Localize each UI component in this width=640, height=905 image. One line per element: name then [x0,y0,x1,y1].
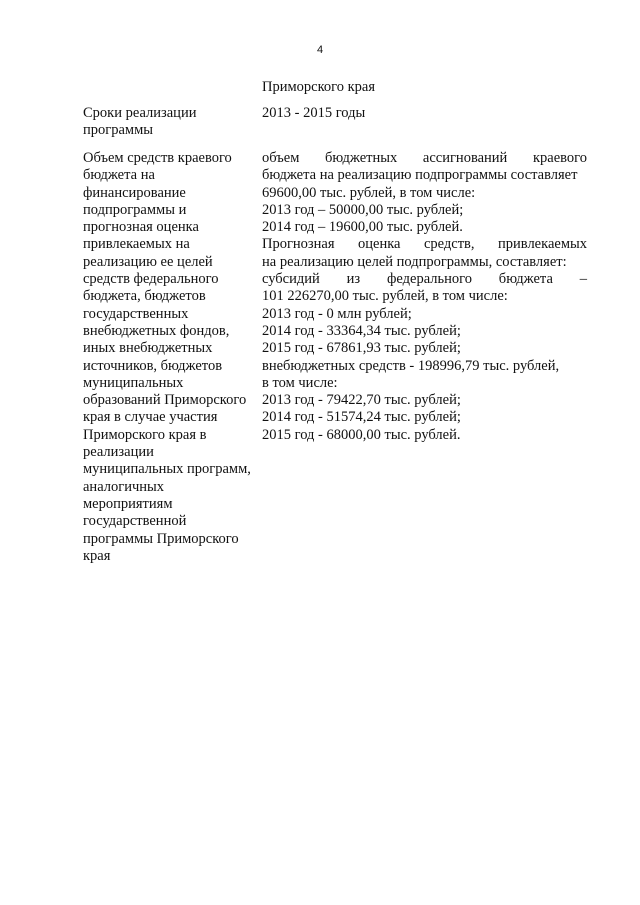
funding-value-line: на реализацию целей подпрограммы, составляет: [262,253,567,270]
funding-label-line: края [83,547,111,564]
funding-label-line: края в случае участия [83,409,218,426]
funding-label-line: средств федерального [83,271,219,288]
funding-value-line: 2015 год - 68000,00 тыс. рублей. [262,426,461,443]
timing-label-line: программы [83,122,153,139]
funding-label-line: Приморского края в [83,426,207,443]
funding-value-line: 2013 год – 50000,00 тыс. рублей; [262,201,464,218]
funding-label-line: внебюджетных фондов, [83,322,230,339]
timing-label-line: Сроки реализации [83,105,197,121]
funding-value-line: объем бюджетных ассигнований краевого [262,150,587,166]
timing-label [83,105,258,140]
funding-label-line: государственной [83,513,187,530]
funding-label-line: программы Приморского [83,530,239,547]
funding-label-line: реализации [83,444,154,461]
funding-label-line: иных внебюджетных [83,340,213,357]
funding-value-line: 69600,00 тыс. рублей, в том числе: [262,184,476,201]
funding-label-line: образований Приморского [83,392,247,409]
funding-label-line: муниципальных [83,374,184,391]
funding-value-line: 101 226270,00 тыс. рублей, в том числе: [262,288,508,305]
funding-label-line: привлекаемых на [83,236,190,253]
funding-value-line: Прогнозная оценка средств, привлекаемых [262,236,587,253]
funding-label-line: государственных [83,305,189,322]
timing-value-line: 2013 - 2015 годы [262,105,366,121]
funding-value-line: в том числе: [262,374,338,391]
header-line: Приморского края [262,79,376,95]
funding-label-line: муниципальных программ, [83,461,251,478]
funding-value-line: внебюджетных средств - 198996,79 тыс. рублей, [262,357,560,374]
funding-value-line: субсидий из федерального бюджета – [262,271,587,288]
funding-label-line: Объем средств краевого [83,150,232,166]
funding-value-line: 2014 год - 51574,24 тыс. рублей; [262,409,461,426]
funding-label-line: источников, бюджетов [83,357,223,374]
page-number: 4 [316,44,324,56]
funding-label-line: подпрограммы и [83,201,187,218]
funding-value [262,150,587,444]
funding-label-line: бюджета, бюджетов [83,288,206,305]
timing-value [262,105,587,122]
funding-label-line: бюджета на [83,167,155,184]
funding-value-line: бюджета на реализацию подпрограммы составляет [262,167,578,184]
funding-label [83,150,258,565]
funding-label-line: прогнозная оценка [83,219,199,236]
funding-label-line: мероприятиям [83,495,173,512]
funding-label-line: реализацию ее целей [83,253,213,270]
funding-value-line: 2013 год - 79422,70 тыс. рублей; [262,392,461,409]
funding-value-line: 2015 год - 67861,93 тыс. рублей; [262,340,461,357]
funding-value-line: 2014 год - 33364,34 тыс. рублей; [262,322,461,339]
funding-label-line: финансирование [83,184,186,201]
funding-value-line: 2014 год – 19600,00 тыс. рублей. [262,219,463,236]
funding-value-line: 2013 год - 0 млн рублей; [262,305,412,322]
funding-label-line: аналогичных [83,478,164,495]
